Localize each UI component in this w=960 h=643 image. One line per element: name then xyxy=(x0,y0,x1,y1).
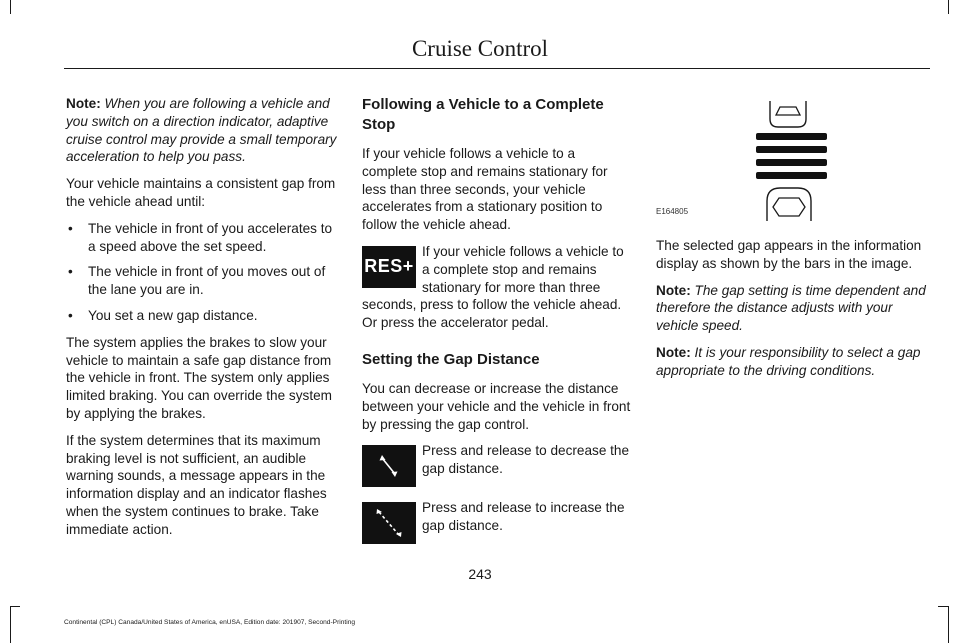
res-instruction xyxy=(362,243,632,332)
gap-increase-instruction xyxy=(362,499,632,548)
column-1 xyxy=(66,95,338,548)
crop-mark xyxy=(948,0,949,14)
note-text: It is your responsibility to select a gap appropriate to the driving conditions. xyxy=(656,344,921,378)
list-item-text: You set a new gap distance. xyxy=(88,307,258,323)
section-heading: Setting the Gap Distance xyxy=(362,350,540,368)
note-label: Note: xyxy=(656,344,691,360)
body-paragraph: If the system determines that its maximum braking level is not sufficient, an audible warning sounds, a message appears in the information display and an indicator flashes when the system continues to brake. Take immediate action. xyxy=(66,432,327,537)
crop-mark xyxy=(10,606,20,607)
res-button-label: RES+ xyxy=(364,256,414,277)
body-paragraph: You can decrease or increase the distance between your vehicle and the vehicle in front by pressing the gap control. xyxy=(362,380,631,432)
body-paragraph: If your vehicle follows a vehicle to a complete stop and remains stationary for less than three seconds, your vehicle accelerates from a stationary position to follow the vehicle ahead. xyxy=(362,146,608,233)
note-text: When you are following a vehicle and you switch on a direction indicator, adaptive cruise control may provide a small temporary acceleration to help you pass. xyxy=(66,96,337,165)
section-heading: Following a Vehicle to a Complete Stop xyxy=(362,96,604,133)
note-label: Note: xyxy=(66,96,101,111)
list-item xyxy=(66,263,338,299)
body-paragraph: The system applies the brakes to slow your vehicle to maintain a safe gap distance from the vehicle in front. The system only applies limited braking. You can override the system by applying the brakes. xyxy=(66,334,332,421)
gap-decrease-instruction xyxy=(362,442,632,491)
bullet-list xyxy=(66,220,338,325)
gap-increase-text: Press and release to increase the gap distance. xyxy=(422,500,625,534)
note-paragraph xyxy=(656,344,928,380)
bullet-marker: • xyxy=(68,264,73,280)
crop-mark xyxy=(10,606,11,643)
column-2 xyxy=(362,95,632,556)
image-reference-code: E164805 xyxy=(656,207,689,217)
gap-bars-display-icon xyxy=(656,95,928,223)
gap-increase-icon xyxy=(362,502,416,544)
res-instruction-text: If your vehicle follows a vehicle to a complete stop and remains stationary for more than three seconds, press to follow the vehicle ahead. Or press the accelerator pedal. xyxy=(362,243,624,331)
list-item xyxy=(66,220,338,256)
res-plus-button-icon xyxy=(362,246,416,288)
list-item-text: The vehicle in front of you accelerates to a speed above the set speed. xyxy=(88,220,333,254)
header-divider xyxy=(64,68,930,69)
bullet-marker: • xyxy=(68,307,73,323)
page-number: 243 xyxy=(468,566,492,582)
body-paragraph: The selected gap appears in the information display as shown by the bars in the image. xyxy=(656,238,922,271)
list-item-text: The vehicle in front of you moves out of the lane you are in. xyxy=(88,264,326,298)
note-text: The gap setting is time dependent and therefore the distance adjusts with your vehicle speed. xyxy=(656,282,926,334)
gap-decrease-icon xyxy=(362,445,416,487)
gap-decrease-text: Press and release to decrease the gap distance. xyxy=(422,443,630,477)
crop-mark xyxy=(948,606,949,643)
bullet-marker: • xyxy=(68,220,73,236)
page-title: Cruise Control xyxy=(411,36,549,61)
body-paragraph: Your vehicle maintains a consistent gap from the vehicle ahead until: xyxy=(66,176,336,209)
crop-mark xyxy=(10,0,11,14)
note-paragraph xyxy=(66,95,338,166)
column-3 xyxy=(656,95,928,389)
note-paragraph xyxy=(656,282,928,335)
list-item xyxy=(66,307,338,325)
crop-mark xyxy=(938,606,948,607)
edition-footer: Continental (CPL) Canada/United States of America, enUSA, Edition date: 201907, Second-Printing xyxy=(64,619,356,626)
note-label: Note: xyxy=(656,282,691,298)
